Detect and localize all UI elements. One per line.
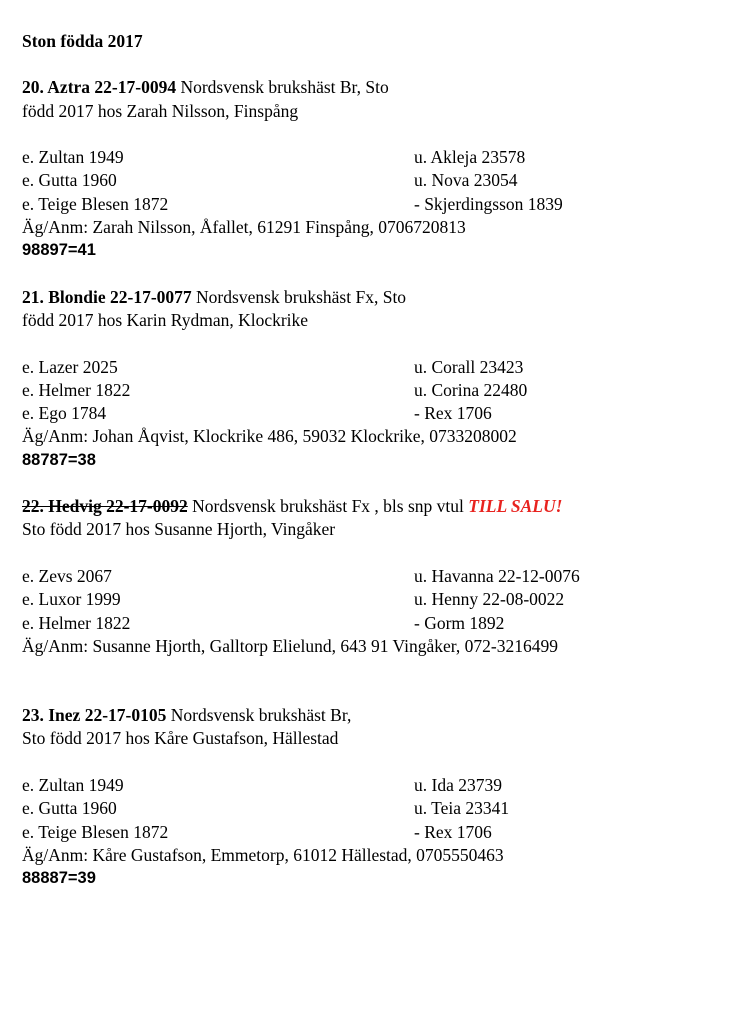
horse-entry: [22, 76, 722, 262]
dam-line: u. Corall 23423: [414, 356, 524, 377]
pedigree-row: [22, 774, 722, 797]
owner-info: Äg/Anm: Kåre Gustafson, Emmetorp, 61012 Hällestad, 0705550463: [22, 844, 504, 865]
owner-info: Äg/Anm: Zarah Nilsson, Åfallet, 61291 Finspång, 0706720813: [22, 217, 466, 238]
pedigree-row: [22, 356, 722, 379]
pedigree-row: [22, 379, 722, 402]
pedigree-row: [22, 169, 722, 192]
sire-line: e. Ego 1784: [22, 403, 107, 424]
sire-line: e. Teige Blesen 1872: [22, 821, 169, 842]
entry-heading: [22, 286, 722, 309]
horse-name-reg: 21. Blondie 22-17-0077: [22, 286, 192, 307]
pedigree-row: [22, 612, 722, 635]
owner-info: Äg/Anm: Susanne Hjorth, Galltorp Elielund, 643 91 Vingåker, 072-3216499: [22, 635, 558, 656]
pedigree-row: [22, 146, 722, 169]
horse-name-reg: 20. Aztra 22-17-0094: [22, 77, 177, 98]
sire-line: e. Gutta 1960: [22, 170, 117, 191]
score: 98897=41: [22, 241, 96, 260]
sire-line: e. Zultan 1949: [22, 775, 124, 796]
birth-info: Sto född 2017 hos Kåre Gustafson, Hällestad: [22, 728, 339, 749]
pedigree-row: [22, 588, 722, 611]
dam-line: u. Nova 23054: [414, 170, 518, 191]
dam-line: - Gorm 1892: [414, 612, 505, 633]
sire-line: e. Lazer 2025: [22, 356, 118, 377]
entry-heading: [22, 76, 722, 99]
dam-line: u. Teia 23341: [414, 798, 510, 819]
pedigree-row: [22, 821, 722, 844]
dam-line: - Skjerdingsson 1839: [414, 193, 563, 214]
birth-info: Sto född 2017 hos Susanne Hjorth, Vingåker: [22, 519, 336, 540]
sire-line: e. Helmer 1822: [22, 612, 131, 633]
sire-line: e. Gutta 1960: [22, 798, 117, 819]
for-sale-label: TILL SALU!: [468, 496, 563, 517]
page-title: Ston födda 2017: [22, 31, 143, 51]
score: 88787=38: [22, 450, 96, 469]
score: 88887=39: [22, 869, 96, 888]
sire-line: e. Teige Blesen 1872: [22, 193, 169, 214]
pedigree-row: [22, 402, 722, 425]
horse-entry: [22, 286, 722, 472]
horse-breed: Nordsvensk brukshäst Fx, Sto: [191, 286, 407, 307]
pedigree-row: [22, 565, 722, 588]
dam-line: u. Havanna 22-12-0076: [414, 565, 580, 586]
sire-line: e. Zultan 1949: [22, 147, 124, 168]
dam-line: - Rex 1706: [414, 403, 492, 424]
horse-entry: [22, 704, 722, 890]
pedigree-row: [22, 193, 722, 216]
document-page: [22, 30, 722, 914]
dam-line: u. Ida 23739: [414, 775, 502, 796]
dam-line: u. Henny 22-08-0022: [414, 589, 565, 610]
pedigree-row: [22, 797, 722, 820]
horse-breed: Nordsvensk brukshäst Br, Sto: [176, 77, 389, 98]
birth-info: född 2017 hos Zarah Nilsson, Finspång: [22, 100, 299, 121]
horse-breed: Nordsvensk brukshäst Fx , bls snp vtul: [187, 496, 469, 517]
birth-info: född 2017 hos Karin Rydman, Klockrike: [22, 309, 309, 330]
dam-line: - Rex 1706: [414, 821, 492, 842]
entry-heading: [22, 704, 722, 727]
sire-line: e. Helmer 1822: [22, 379, 131, 400]
horse-name-reg: 22. Hedvig 22-17-0092: [22, 496, 188, 517]
horse-entry: [22, 495, 722, 658]
sire-line: e. Luxor 1999: [22, 589, 121, 610]
owner-info: Äg/Anm: Johan Åqvist, Klockrike 486, 59032 Klockrike, 0733208002: [22, 426, 517, 447]
horse-name-reg: 23. Inez 22-17-0105: [22, 705, 167, 726]
horse-breed: Nordsvensk brukshäst Br,: [166, 705, 352, 726]
sire-line: e. Zevs 2067: [22, 565, 112, 586]
dam-line: u. Corina 22480: [414, 379, 528, 400]
dam-line: u. Akleja 23578: [414, 147, 526, 168]
entry-heading: [22, 495, 722, 518]
